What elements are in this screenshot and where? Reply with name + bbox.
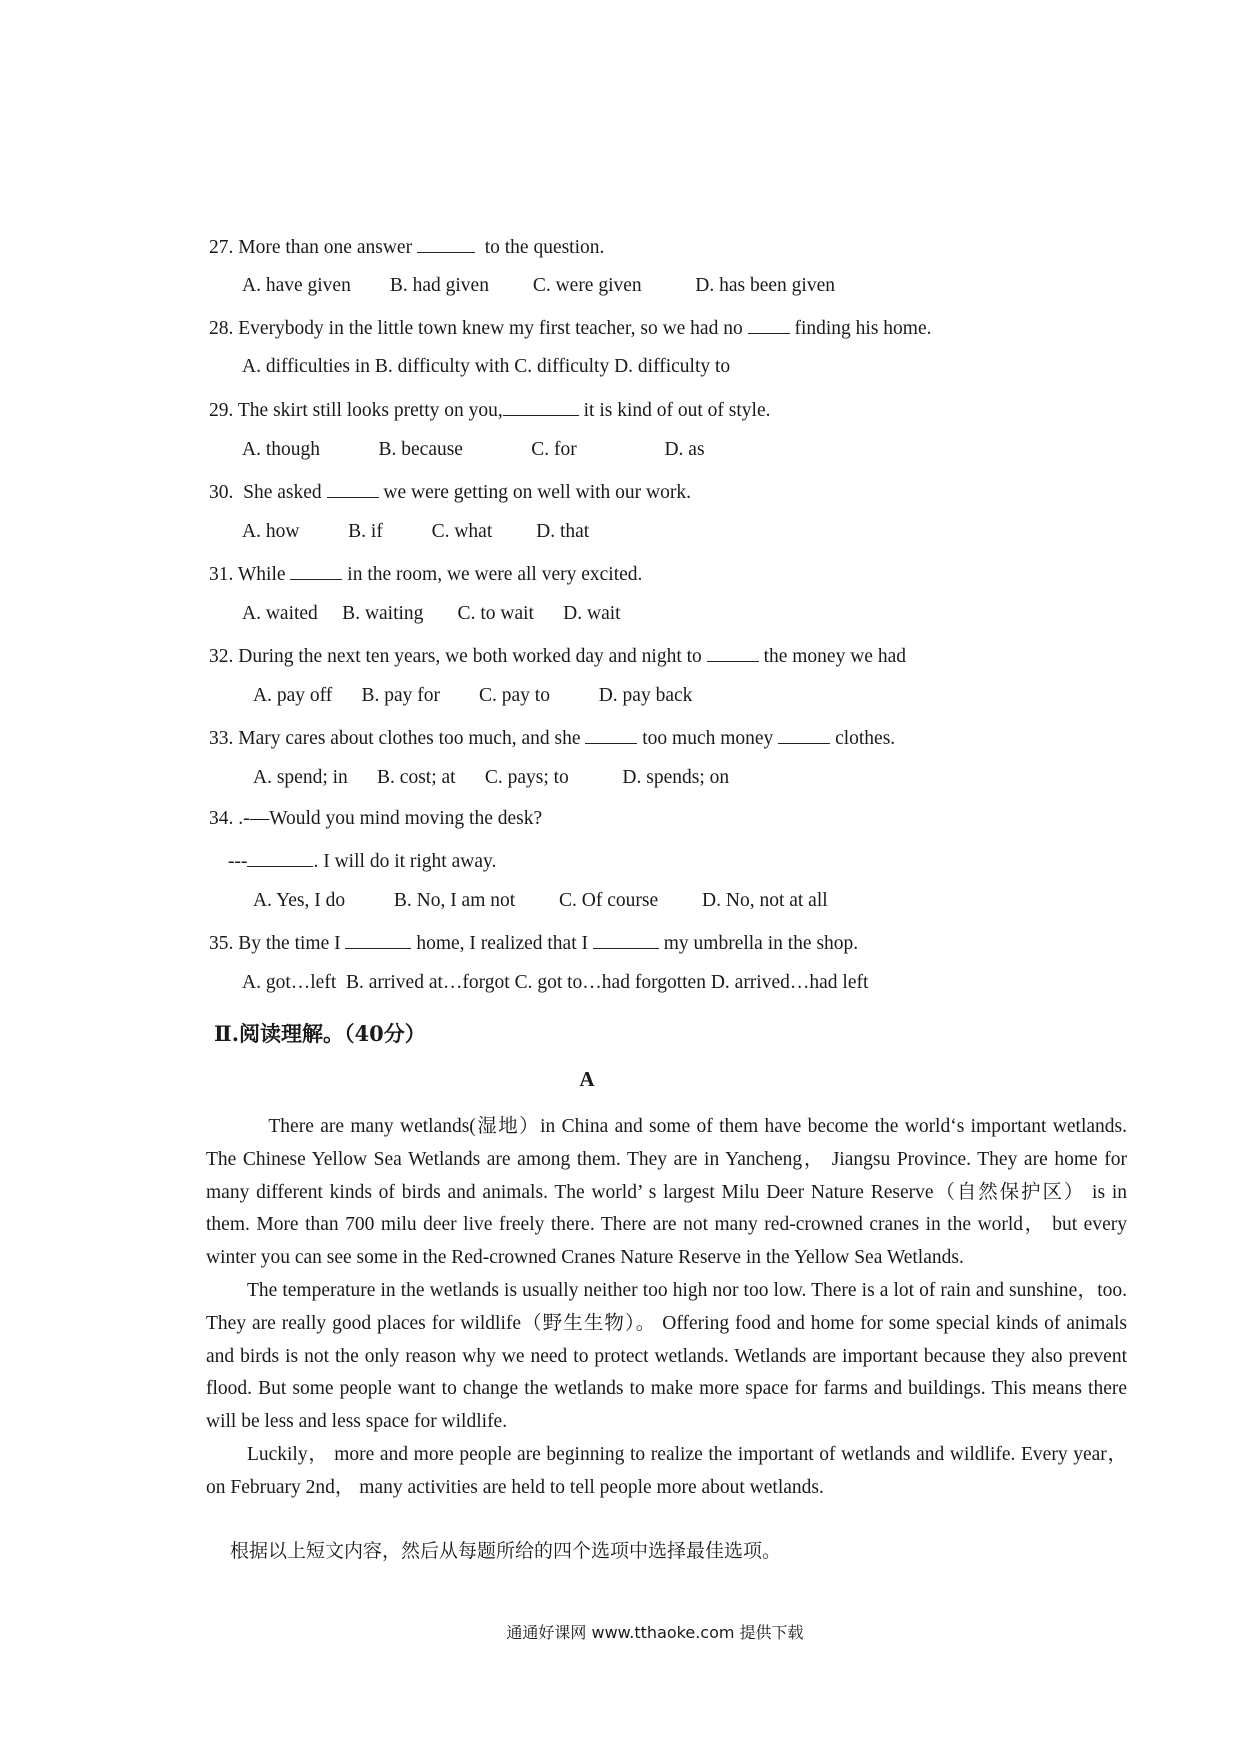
question-31-options: A. waited B. waiting C. to wait D. wait <box>242 603 621 624</box>
answer-blank <box>707 643 759 662</box>
answer-blank <box>345 930 411 949</box>
question-29-stem: 29. The skirt still looks pretty on you, it is kind of out of style. <box>209 397 771 423</box>
question-33-stem: 33. Mary cares about clothes too much, and she too much money clothes. <box>209 725 895 751</box>
answer-blank <box>290 561 342 580</box>
question-34-stem: 34. .-—Would you mind moving the desk? <box>209 808 543 829</box>
question-35-stem: 35. By the time I home, I realized that I my umbrella in the shop. <box>209 930 858 956</box>
question-28-options: A. difficulties in B. difficulty with C. difficulty D. difficulty to <box>242 356 731 377</box>
passage-paragraph: Luckily， more and more people are beginning to realize the important of wetlands and wildlife. Every year，on February 2nd， many activities are held to tell people more about wetlands. <box>206 1443 1127 1498</box>
question-27-stem: 27. More than one answer to the question. <box>209 234 604 260</box>
passage-body <box>206 1111 1127 1505</box>
answer-blank <box>503 397 579 416</box>
passage-paragraph: The temperature in the wetlands is usually neither too high nor too low. There is a lot of rain and sunshine，too. They are really good places for wildlife（野生生物）。 Offering food and home for some special kinds of animals and birds is not the only reason why we need to protect wetlands. Wetlands are important because they also prevent flood. But some people want to change the wetlands to make more space for farms and buildings. This means there will be less and less space for wildlife. <box>206 1279 1127 1433</box>
question-29-options: A. though B. because C. for D. as <box>242 439 705 460</box>
answer-blank <box>585 725 637 744</box>
question-35-options: A. got…left B. arrived at…forgot C. got to…had forgotten D. arrived…had left <box>242 972 869 993</box>
answer-blank <box>327 479 379 498</box>
answer-blank <box>417 234 475 253</box>
answer-blank <box>748 315 790 334</box>
question-33-options: A. spend; in B. cost; at C. pays; to D. spends; on <box>253 767 730 788</box>
question-27-options: A. have given B. had given C. were given D. has been given <box>242 275 835 296</box>
footer-watermark: 通通好课网 www.tthaoke.com 提供下载 <box>506 1623 804 1642</box>
answer-blank <box>778 725 830 744</box>
question-31-stem: 31. While in the room, we were all very excited. <box>209 561 642 587</box>
answer-blank <box>247 848 313 867</box>
question-32-stem: 32. During the next ten years, we both worked day and night to the money we had <box>209 643 906 669</box>
section-heading: Ⅱ.阅读理解。（40分） <box>214 1021 426 1046</box>
question-34-options: A. Yes, I do B. No, I am not C. Of course D. No, not at all <box>253 890 828 911</box>
passage-title: A <box>579 1067 595 1091</box>
answer-blank <box>593 930 659 949</box>
question-28-stem: 28. Everybody in the little town knew my first teacher, so we had no finding his home. <box>209 315 932 341</box>
passage-paragraph: There are many wetlands(湿地）in China and some of them have become the world‘s important wetlands. The Chinese Yellow Sea Wetlands are among them. They are in Yancheng， Jiangsu Province. They are home for many different kinds of birds and animals. The world’ s largest Milu Deer Nature Reserve（自然保护区） is in them. More than 700 milu deer live freely there. There are not many red-crowned cranes in the world， but every winter you can see some in the Red-crowned Cranes Nature Reserve in the Yellow Sea Wetlands. <box>206 1116 1127 1269</box>
question-30-stem: 30. She asked we were getting on well with our work. <box>209 479 691 505</box>
question-30-options: A. how B. if C. what D. that <box>242 521 590 542</box>
question-32-options: A. pay off B. pay for C. pay to D. pay back <box>253 685 693 706</box>
instruction-text: 根据以上短文内容，然后从每题所给的四个选项中选择最佳选项。 <box>230 1540 782 1562</box>
question-34-reply: --- . I will do it right away. <box>228 848 496 874</box>
